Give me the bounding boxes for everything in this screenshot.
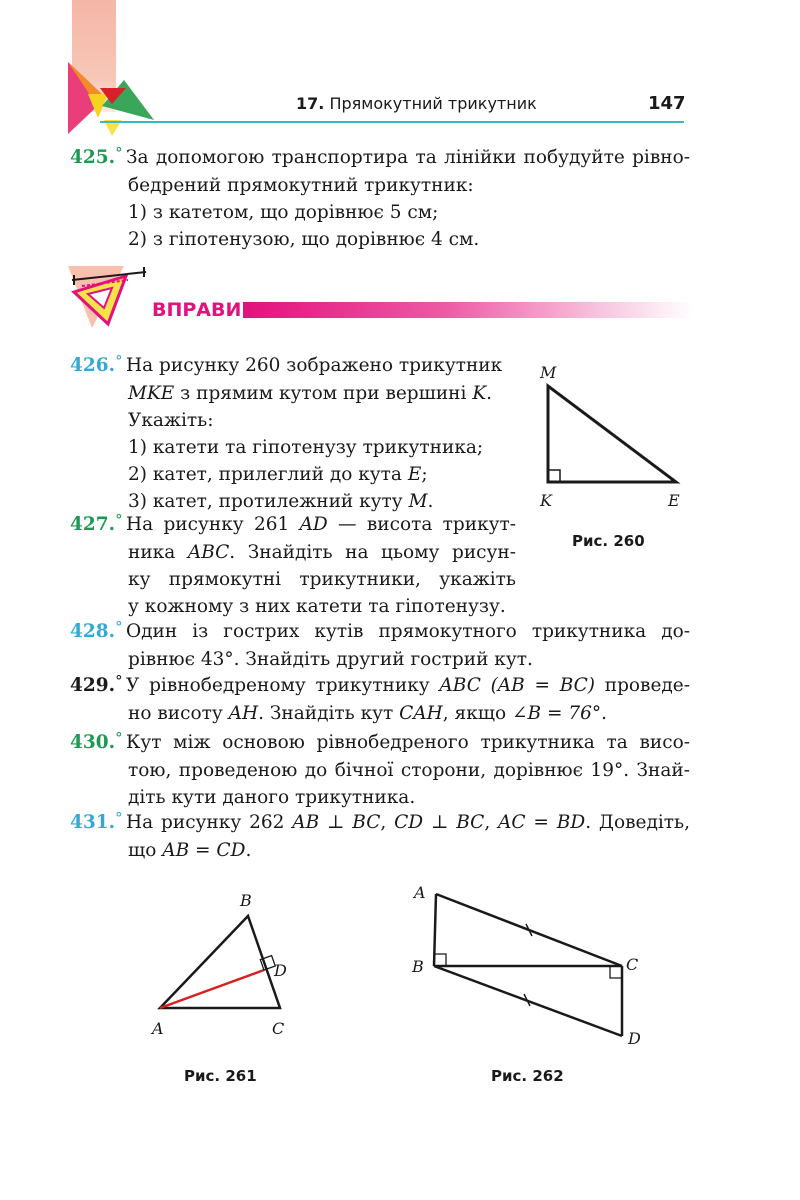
exercise-426: 426.° На рисунку 260 зображено трикутник MKE з прямим кутом при вершині K. Укажіть: 1) катети та гіпотенузу трикутника; 2) катет, прилеглий до кута E; 3) катет, протилежний куту M. [70, 352, 503, 512]
ruler-triangle-icon [64, 262, 154, 334]
vertex-label-b: B [240, 891, 252, 910]
right-angle-mark [548, 470, 560, 482]
exercise-number: 430.° [70, 729, 123, 753]
header-divider [100, 121, 684, 123]
exercise-427: 427.° На рисунку 261 AD — висота трикут- ника ABC. Знайдіть на цьому рисун- ку прямокутні трикутники, укажіть у кожному з них катети та гіпотенузу. [70, 511, 516, 617]
exercise-number: 427.° [70, 511, 123, 535]
section-heading: ВПРАВИ [152, 299, 242, 321]
right-angle-mark-b [434, 954, 446, 966]
exercise-425 [70, 144, 690, 253]
vertex-label-k: K [540, 491, 552, 510]
exercise-430: 430.° Кут між основою рівнобедреного трикутника та висо- тою, проведеною до бічної сторони, дорівнює 19°. Знай- діть кути даного трикутника. [70, 729, 690, 808]
figure-261 [148, 886, 308, 1046]
triangle-mke [548, 386, 676, 482]
vertex-label-b: B [412, 957, 424, 976]
section-title: 17. Прямокутний трикутник [296, 94, 537, 113]
tangram-logo-icon [62, 58, 162, 138]
exercise-429: 429.° У рівнобедреному трикутнику ABC (AB = BC) проведе- но висоту AH. Знайдіть кут CAH, якщо ∠B = 76°. [70, 672, 690, 724]
exercise-number: 429.° [70, 672, 123, 696]
right-angle-mark-c [610, 966, 622, 978]
exercise-text: За допомогою транспортира та лінійки побудуйте рівно- [126, 147, 690, 168]
figure-260-caption: Рис. 260 [572, 532, 645, 550]
vertex-label-a: A [152, 1019, 164, 1038]
vertex-label-d: D [274, 961, 287, 980]
vertex-label-d: D [628, 1029, 641, 1048]
vertex-label-c: C [272, 1019, 285, 1038]
vertex-label-c: C [626, 955, 639, 974]
figure-261-caption: Рис. 261 [184, 1067, 257, 1085]
exercise-number: 426.° [70, 352, 123, 376]
vertex-label-m: M [540, 363, 557, 382]
figure-262-caption: Рис. 262 [491, 1067, 564, 1085]
figure-260 [530, 360, 700, 510]
exercise-text: 2) з гіпотенузою, що дорівнює 4 см. [128, 229, 480, 250]
segment-ab [434, 894, 436, 966]
altitude-ad [160, 970, 264, 1008]
vertex-label-a: A [414, 883, 426, 902]
page-number: 147 [648, 93, 686, 114]
exercise-number: 425.° [70, 144, 123, 168]
vertex-label-e: E [668, 491, 680, 510]
triangle-abc [160, 916, 280, 1008]
figure-262 [408, 876, 658, 1056]
section-heading-bar [243, 302, 693, 318]
exercise-number: 428.° [70, 618, 123, 642]
exercise-428: 428.° Один із гострих кутів прямокутного трикутника до- рівнює 43°. Знайдіть другий гострий кут. [70, 618, 690, 670]
exercise-number: 431.° [70, 809, 123, 833]
exercise-text: 1) з катетом, що дорівнює 5 см; [128, 202, 439, 223]
exercise-text: бедрений прямокутний трикутник: [128, 175, 474, 196]
exercise-431: 431.° На рисунку 262 AB ⊥ BC, CD ⊥ BC, AC = BD. Доведіть, що AB = CD. [70, 809, 690, 861]
